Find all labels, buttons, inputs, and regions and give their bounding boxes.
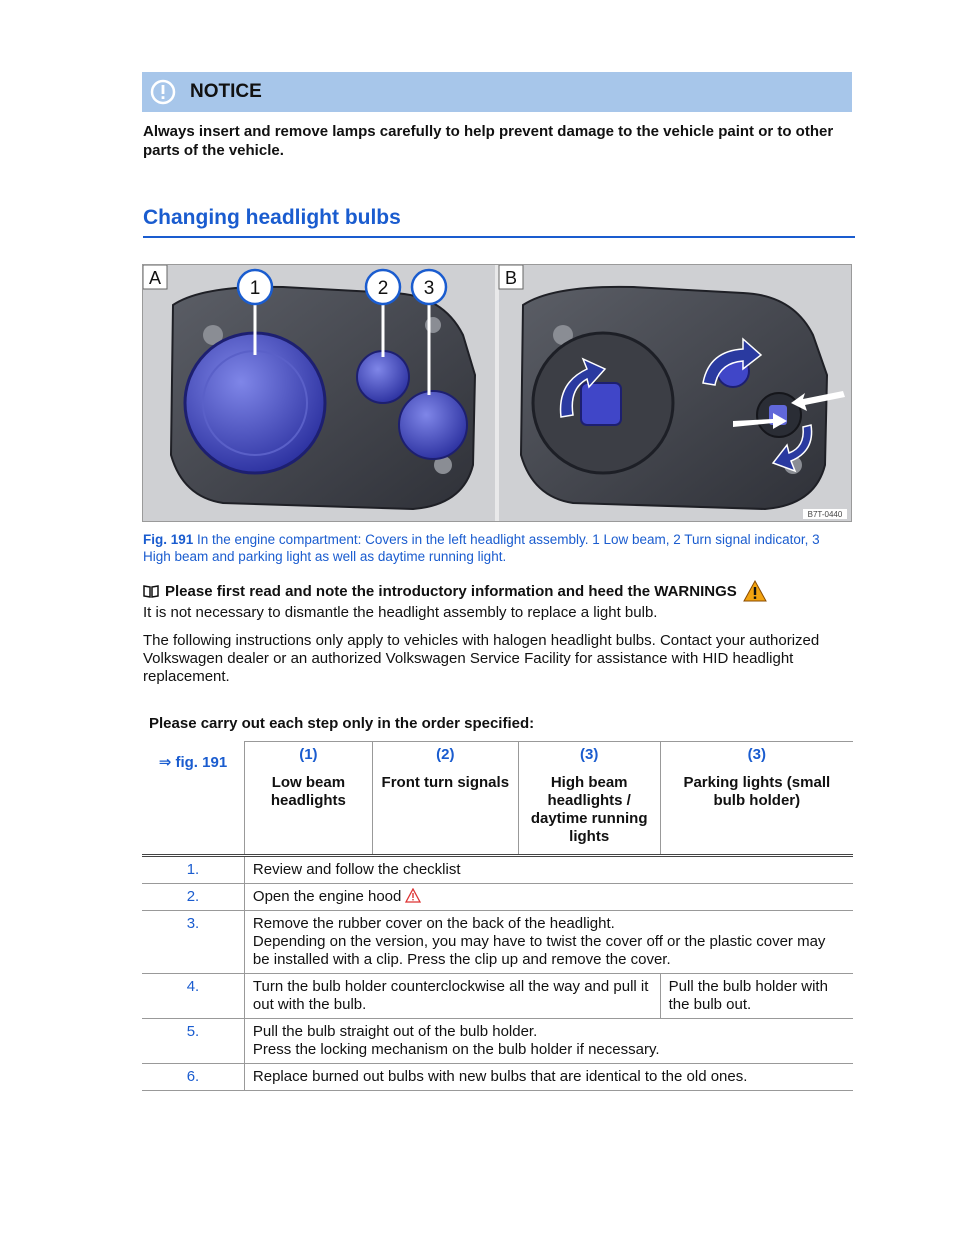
intro-paragraph-2: The following instructions only apply to vehicles with halogen headlight bulbs. Contact your authorized Volkswagen dealer or an authorized Volkswagen Service Facility for assistance with HID headlight replacement. <box>143 632 820 685</box>
column-number: (1) <box>244 742 372 771</box>
figure-caption <box>143 531 843 565</box>
steps-table <box>142 741 853 1091</box>
step-number: 6. <box>142 1064 244 1091</box>
steps-heading: Please carry out each step only in the order specified: <box>149 715 535 732</box>
low-beam-bulb-holder <box>581 383 621 425</box>
column-label: Front turn signals <box>372 770 518 856</box>
table-row <box>142 974 853 1019</box>
step-text: Open the engine hood <box>252 888 402 905</box>
warning-icon[interactable] <box>743 580 767 602</box>
step-text: Replace burned out bulbs with new bulbs that are identical to the old ones. <box>244 1064 853 1091</box>
step-text: Review and follow the checklist <box>244 856 853 884</box>
step-cell <box>244 911 853 974</box>
callout-3 <box>412 270 446 304</box>
read-first-line <box>143 580 853 602</box>
step-number: 2. <box>142 884 244 911</box>
read-first-text[interactable]: Please first read and note the introductory information and heed the WARNINGS <box>165 582 737 600</box>
figure-code: B7T-0440 <box>807 510 843 519</box>
column-label: High beam headlights / daytime running lights <box>518 770 660 856</box>
column-label: Low beam headlights <box>244 770 372 856</box>
section-title: Changing headlight bulbs <box>143 206 855 238</box>
step-cell <box>244 884 853 911</box>
table-row <box>142 911 853 974</box>
column-number: (3) <box>660 742 853 771</box>
warning-outline-icon[interactable] <box>405 888 421 903</box>
callout-1 <box>238 270 272 304</box>
step-number: 5. <box>142 1019 244 1064</box>
step-text: Pull the bulb holder with the bulb out. <box>660 974 853 1019</box>
headlight-figure <box>142 264 852 522</box>
intro-paragraph-1: It is not necessary to dismantle the headlight assembly to replace a light bulb. <box>143 604 658 621</box>
panel-a-label: A <box>148 268 162 288</box>
callout-2 <box>366 270 400 304</box>
step-number: 1. <box>142 856 244 884</box>
panel-b-label: B <box>504 268 518 288</box>
exclamation-icon <box>150 79 176 105</box>
table-row <box>142 884 853 911</box>
step-text: Turn the bulb holder counterclockwise all the way and pull it out with the bulb. <box>244 974 660 1019</box>
step-text-line: Depending on the version, you may have to twist the cover off or the plastic cover may be installed with a clip. Press the clip up and remove the cover. <box>252 933 826 968</box>
column-label: Parking lights (small bulb holder) <box>660 770 853 856</box>
step-cell <box>244 1019 853 1064</box>
table-row <box>142 1064 853 1091</box>
table-row <box>142 856 853 884</box>
notice-title: NOTICE <box>190 81 262 102</box>
svg-text:1: 1 <box>249 278 261 299</box>
figure-caption-label: Fig. 191 <box>143 532 194 547</box>
figure-caption-text: In the engine compartment: Covers in the left headlight assembly. 1 Low beam, 2 Turn signal indicator, 3 High beam and parking light as well as daytime running light. <box>143 532 820 564</box>
table-row <box>142 1019 853 1064</box>
figure-reference-link[interactable]: ⇒ fig. 191 <box>142 742 244 856</box>
book-icon <box>143 584 159 598</box>
svg-text:3: 3 <box>423 278 435 299</box>
high-beam-cover <box>399 391 467 459</box>
turn-signal-cover <box>357 351 409 403</box>
column-number: (2) <box>372 742 518 771</box>
column-number: (3) <box>518 742 660 771</box>
step-number: 3. <box>142 911 244 974</box>
step-text-line: Pull the bulb straight out of the bulb holder. <box>252 1023 538 1040</box>
notice-text: Always insert and remove lamps carefully to help prevent damage to the vehicle paint or to other parts of the vehicle. <box>143 123 834 159</box>
svg-text:2: 2 <box>377 278 389 299</box>
step-number: 4. <box>142 974 244 1019</box>
step-text-line: Remove the rubber cover on the back of the headlight. <box>252 915 615 932</box>
notice-bar <box>142 72 852 112</box>
step-text-line: Press the locking mechanism on the bulb holder if necessary. <box>252 1041 660 1058</box>
